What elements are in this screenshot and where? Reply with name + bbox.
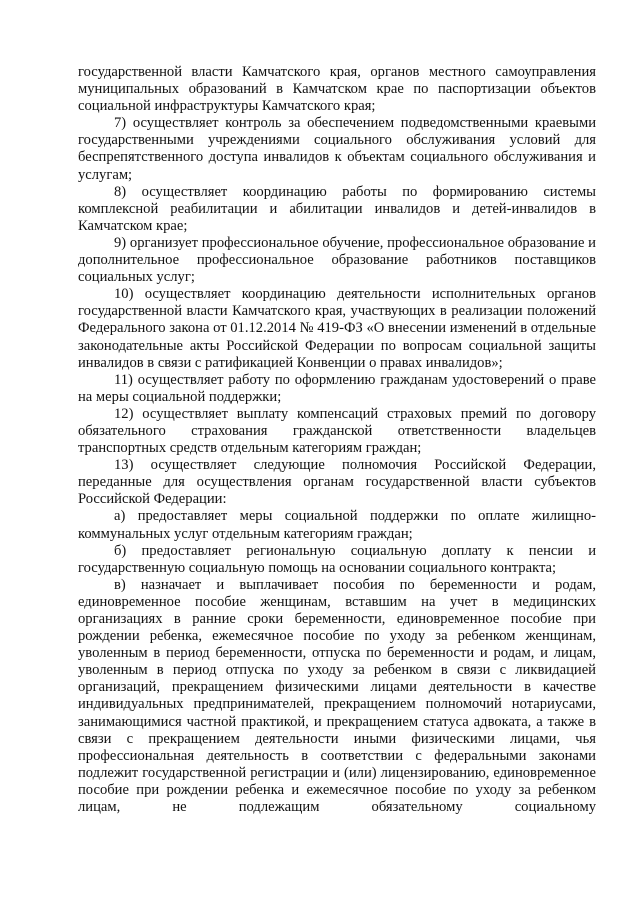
paragraph-item-7: 7) осуществляет контроль за обеспечением подведомственными краевыми государственными учреждениями социального обслуживания условий для беспрепятственного доступа инвалидов к объектам социального обслуживания и услугам; [78,115,596,183]
paragraph-subitem-b: б) предоставляет региональную социальную доплату к пенсии и государственную социальную помощь на основании социального контракта; [78,542,596,576]
paragraph-item-11: 11) осуществляет работу по оформлению гражданам удостоверений о праве на меры социальной поддержки; [78,371,596,405]
paragraph-subitem-v: в) назначает и выплачивает пособия по беременности и родам, единовременное пособие женщинам, вставшим на учет в медицинских организациях в ранние сроки беременности, единовременное пособие при рождении ребенка, ежемесячное пособие по уходу за ребенком женщинам, уволенным в период беременности, отпуска по беременности и родам, и лицам, уволенным в период отпуска по уходу за ребенком в связи с ликвидацией организаций, прекращением физическими лицами деятельности в качестве индивидуальных предпринимателей, прекращением полномочий нотариусами, занимающимися частной практикой, и прекращением статуса адвоката, а также в связи с прекращением деятельности иными физическими лицами, чья профессиональная деятельность в соответствии с федеральными законами подлежит государственной регистрации и (или) лицензированию, единовременное пособие при рождении ребенка и ежемесячное пособие по уходу за ребенком лицам, не подлежащим обязательному социальному [78,576,596,816]
paragraph-item-12: 12) осуществляет выплату компенсаций страховых премий по договору обязательного страхования гражданской ответственности владельцев транспортных средств отдельным категориям граждан; [78,405,596,457]
paragraph-subitem-a: а) предоставляет меры социальной поддержки по оплате жилищно-коммунальных услуг отдельным категориям граждан; [78,508,596,542]
paragraph-item-13: 13) осуществляет следующие полномочия Российской Федерации, переданные для осуществления органам государственной власти субъектов Российской Федерации: [78,457,596,508]
paragraph-continuation: государственной власти Камчатского края, органов местного самоуправления муниципальных образований в Камчатском крае по паспортизации объектов социальной инфраструктуры Камчатского края; [78,64,596,115]
paragraph-item-9: 9) организует профессиональное обучение, профессиональное образование и дополнительное профессиональное образование работников поставщиков социальных услуг; [78,234,596,286]
paragraph-item-10: 10) осуществляет координацию деятельности исполнительных органов государственной власти Камчатского края, участвующих в реализации положений Федерального закона от 01.12.2014 № 419-ФЗ «О внесении изменений в отдельные законодательные акты Российской Федерации по вопросам социальной защиты инвалидов в связи с ратификацией Конвенции о правах инвалидов»; [78,286,596,371]
paragraph-item-8: 8) осуществляет координацию работы по формированию системы комплексной реабилитации и абилитации инвалидов и детей-инвалидов в Камчатском крае; [78,183,596,234]
document-body [78,64,596,816]
